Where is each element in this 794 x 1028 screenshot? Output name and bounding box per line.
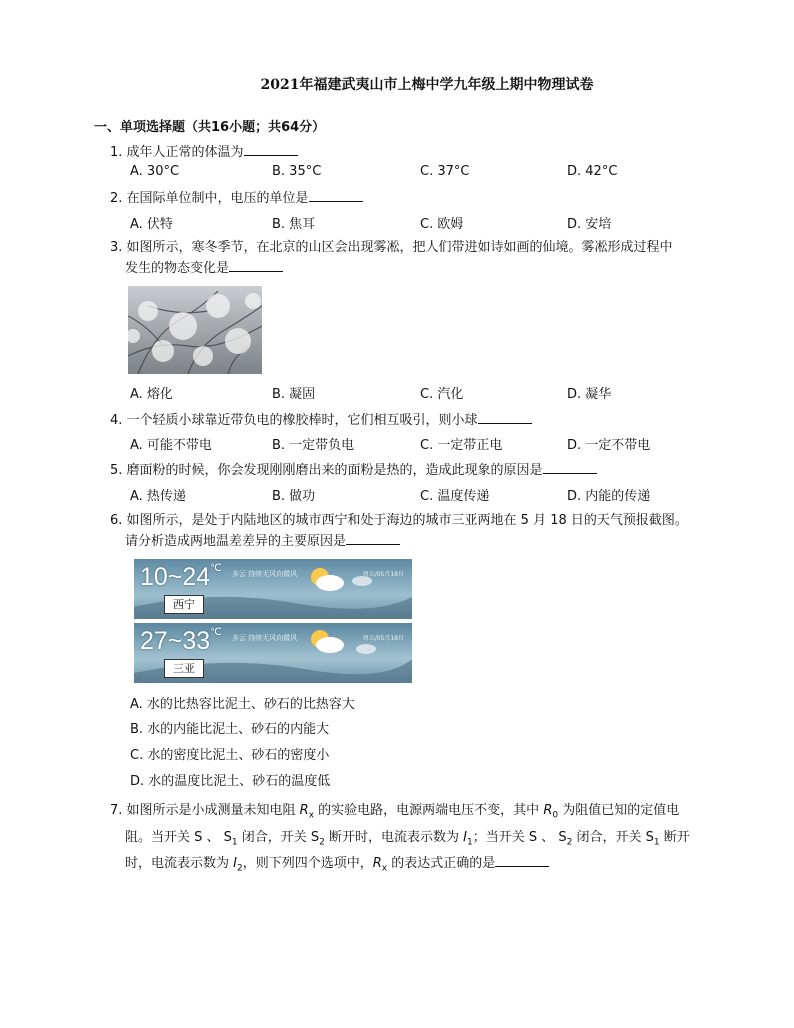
answer-blank (478, 410, 532, 424)
var-i: I (233, 856, 237, 872)
cloud-icon (316, 575, 344, 591)
var-sub: 1 (231, 837, 238, 848)
question-stem: 6. 如图所示，是处于内陆地区的城市西宁和处于海边的城市三亚两地在 5 月 18 日的天气预报截图。 (110, 513, 688, 528)
q7-text: 断开时，电流表示数为 (324, 829, 464, 845)
option-a[interactable]: A. 可能不带电 (130, 438, 212, 453)
option-c[interactable]: C. 37°C (420, 164, 470, 179)
exam-title: 2021年福建武夷山市上梅中学九年级上期中物理试卷 (260, 77, 594, 93)
question-stem: 4. 一个轻质小球靠近带负电的橡胶棒时，它们相互吸引，则小球 (110, 413, 478, 428)
option-a[interactable]: A. 水的比热容比泥土、砂石的比热容大 (130, 697, 355, 712)
option-b[interactable]: B. 一定带负电 (272, 438, 355, 453)
question-stem: 5. 磨面粉的时候，你会发现刚刚磨出来的面粉是热的，造成此现象的原因是 (110, 463, 543, 478)
var-r: R (299, 803, 309, 818)
question-7 (110, 800, 730, 880)
option-b[interactable]: B. 做功 (272, 489, 316, 504)
question-5 (110, 460, 597, 481)
question-stem: 2. 在国际单位制中，电压的单位是 (110, 191, 309, 206)
q7-text: 阻。当开关 S 、 S (125, 829, 232, 845)
question-4 (110, 410, 532, 431)
temperature-unit: ℃ (210, 627, 222, 638)
weather-date: 周五/05月18日 (362, 571, 404, 578)
answer-blank (244, 142, 298, 156)
option-a[interactable]: A. 热传递 (130, 489, 186, 504)
city-label: 西宁 (164, 595, 204, 614)
option-a[interactable]: A. 伏特 (130, 217, 173, 232)
option-d[interactable]: D. 一定不带电 (567, 438, 651, 453)
answer-blank (543, 460, 597, 474)
question-stem-cont: 发生的物态变化是 (125, 261, 230, 276)
option-c[interactable]: C. 温度传递 (420, 489, 490, 504)
weather-desc: 多云 持续无风向微风 (232, 570, 298, 578)
answer-blank (229, 258, 283, 272)
temperature-range: 27~33 (140, 627, 211, 655)
answer-blank (346, 531, 400, 545)
question-stem-cont: 请分析造成两地温差差异的主要原因是 (125, 534, 347, 549)
option-b[interactable]: B. 焦耳 (272, 217, 316, 232)
option-a[interactable]: A. 熔化 (130, 387, 173, 402)
question-1 (110, 142, 298, 163)
var-sub: x (381, 863, 388, 874)
q7-text: 7. 如图所示是小成测量未知电阻 (110, 803, 300, 818)
var-sub: 1 (653, 837, 660, 848)
option-c[interactable]: C. 欧姆 (420, 217, 464, 232)
q7-text: 的表达式正确的是 (387, 856, 496, 872)
option-c[interactable]: C. 汽化 (420, 387, 464, 402)
q7-text: 闭合，开关 S (572, 829, 654, 845)
q7-text: 断开 (659, 829, 690, 845)
option-b[interactable]: B. 35°C (272, 164, 322, 179)
option-c[interactable]: C. 水的密度比泥土、砂石的密度小 (130, 748, 330, 763)
option-b[interactable]: B. 凝固 (272, 387, 316, 402)
option-d[interactable]: D. 内能的传递 (567, 489, 651, 504)
var-sub: 2 (566, 837, 573, 848)
question-stem: 3. 如图所示，寒冬季节，在北京的山区会出现雾凇，把人们带进如诗如画的仙境。雾凇形成过程中 (110, 240, 673, 255)
question-stem: 1. 成年人正常的体温为 (110, 145, 244, 160)
var-sub: 0 (552, 810, 559, 821)
q7-text: 为阻值已知的定值电 (558, 803, 680, 818)
q7-text: ，则下列四个选项中， (242, 856, 373, 872)
weather-card-xining (134, 559, 412, 619)
weather-desc: 多云 持续无风向微风 (232, 634, 298, 642)
q7-text: 的实验电路，电源两端电压不变，其中 (314, 803, 544, 818)
temperature-unit: ℃ (210, 563, 222, 574)
question-2 (110, 188, 363, 209)
q7-text: 时，电流表示数为 (125, 856, 234, 872)
option-d[interactable]: D. 凝华 (567, 387, 612, 402)
city-label: 三亚 (164, 659, 204, 678)
var-sub: 2 (319, 837, 325, 848)
rime-photo (128, 286, 262, 374)
weather-date: 周五/05月18日 (362, 635, 404, 642)
q7-text: ；当开关 S 、 S (472, 829, 567, 845)
question-6 (110, 511, 720, 552)
option-a[interactable]: A. 30°C (130, 164, 180, 179)
var-r: R (543, 803, 553, 818)
question-3 (110, 238, 710, 279)
var-i: I (463, 829, 468, 845)
option-d[interactable]: D. 42°C (567, 164, 618, 179)
var-r: R (372, 856, 382, 872)
option-b[interactable]: B. 水的内能比泥土、砂石的内能大 (130, 722, 330, 737)
option-c[interactable]: C. 一定带正电 (420, 438, 503, 453)
q7-text: 闭合，开关 S (237, 829, 320, 845)
answer-blank (309, 188, 363, 202)
answer-blank (495, 853, 549, 867)
section-heading: 一、单项选择题（共16小题；共64分） (94, 120, 326, 135)
var-sub: 2 (236, 863, 243, 874)
option-d[interactable]: D. 安培 (567, 217, 612, 232)
var-sub: 1 (467, 837, 473, 848)
cloud-icon (316, 637, 344, 653)
option-d[interactable]: D. 水的温度比泥土、砂石的温度低 (130, 774, 331, 789)
var-sub: x (308, 810, 315, 821)
temperature-range: 10~24 (140, 563, 211, 591)
weather-card-sanya (134, 623, 412, 683)
